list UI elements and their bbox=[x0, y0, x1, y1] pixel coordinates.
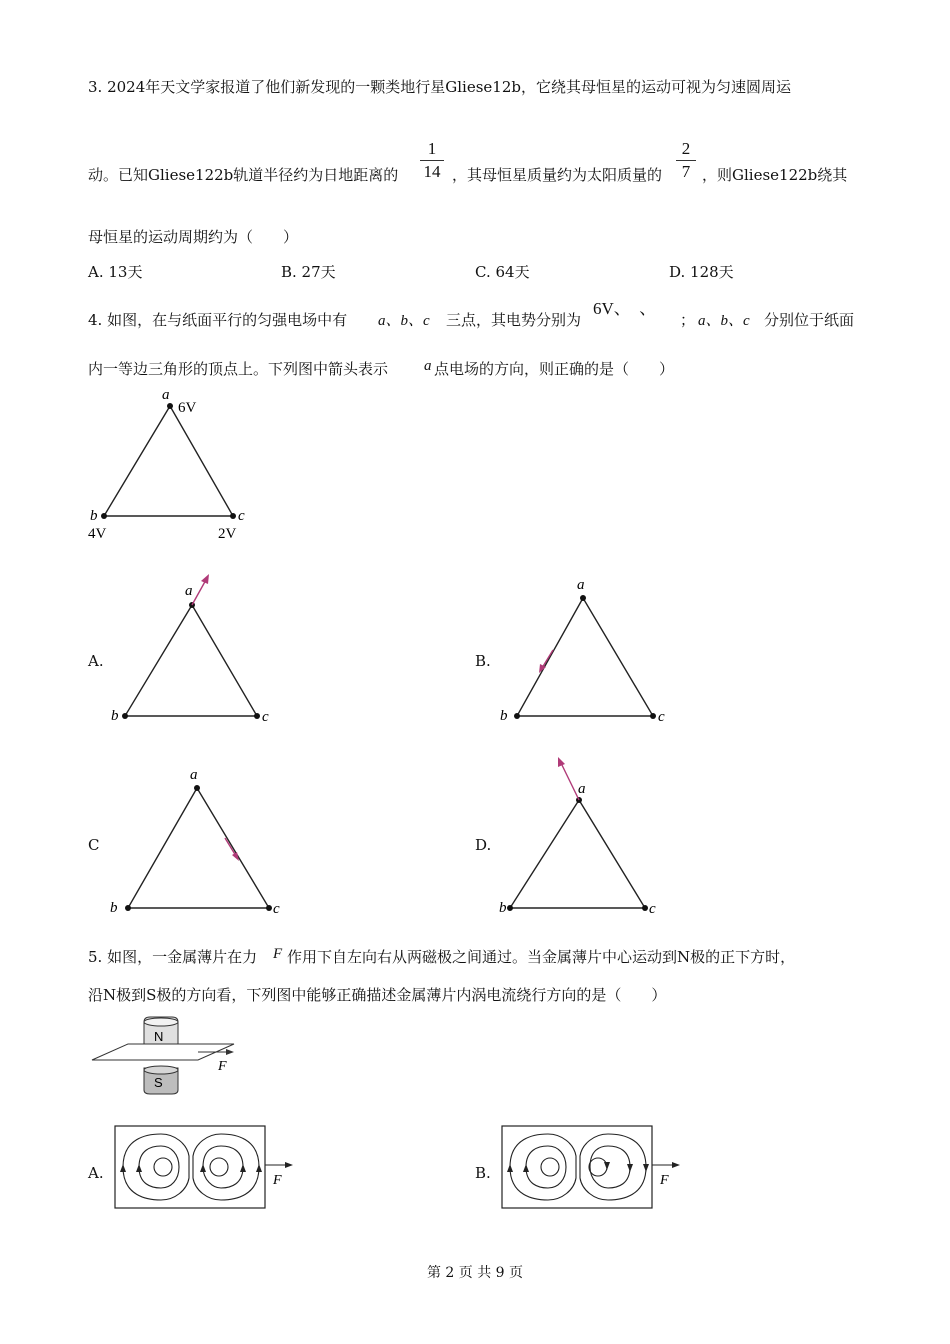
option-d-arrowhead bbox=[558, 757, 565, 767]
q4-option-c-label: C bbox=[88, 836, 100, 854]
main-label-b: b bbox=[90, 508, 98, 524]
q4-line-2b: 点电场的方向，则正确的是（ ） bbox=[434, 360, 675, 378]
magnet-s-label: S bbox=[154, 1075, 163, 1090]
q5-option-a-label: A. bbox=[88, 1164, 104, 1182]
q4-potentials: 6V、 、 bbox=[593, 299, 657, 318]
q4-option-c-figure bbox=[105, 760, 295, 925]
q5-option-b-figure bbox=[500, 1124, 690, 1214]
q5-option-a-force: F bbox=[273, 1173, 282, 1188]
q3-frac2-numerator: 2 bbox=[681, 139, 691, 158]
option-a-label-b: b bbox=[111, 708, 119, 724]
q4-main-triangle-figure bbox=[80, 380, 280, 550]
q3-fraction-radius bbox=[420, 139, 444, 182]
option-c-arrowhead bbox=[232, 852, 239, 861]
q5-line-1a: 5. 如图，一金属薄片在力 bbox=[88, 948, 258, 966]
q5-line-2: 沿N极到S极的方向看，下列图中能够正确描述金属薄片内涡电流绕行方向的是（ ） bbox=[88, 986, 667, 1004]
q3-option-c: C. 64天 bbox=[475, 263, 530, 281]
magnet-force-label: F bbox=[218, 1059, 227, 1074]
q5-magnet-figure bbox=[88, 1014, 258, 1099]
main-label-a: a bbox=[162, 387, 170, 403]
option-b-label-b: b bbox=[500, 708, 508, 724]
q4-option-d-label: D. bbox=[475, 836, 492, 854]
q3-option-b: B. 27天 bbox=[281, 263, 336, 281]
q5-line-1b: 作用下自左向右从两磁极之间通过。当金属薄片中心运动到N极的正下方时， bbox=[287, 948, 796, 966]
option-b-label-c: c bbox=[658, 709, 665, 725]
q3-frac1-numerator: 1 bbox=[427, 139, 437, 158]
main-label-va: 6V bbox=[178, 400, 197, 416]
q3-line-1: 3. 2024年天文学家报道了他们新发现的一颗类地行星Gliese12b，它绕其母恒星的运动可视为匀速圆周运 bbox=[88, 78, 791, 96]
option-c-label-a: a bbox=[190, 767, 198, 783]
q3-option-a: A. 13天 bbox=[88, 263, 143, 281]
q5-option-b-force: F bbox=[660, 1173, 669, 1188]
option-b-arrow bbox=[542, 650, 553, 668]
q4-line-1c: ； bbox=[680, 311, 696, 329]
q4-option-a-label: A. bbox=[88, 652, 104, 670]
q4-option-a-figure bbox=[105, 570, 285, 730]
q5-option-a-figure bbox=[113, 1124, 303, 1214]
q4-line-1b: 三点，其电势分别为 bbox=[446, 311, 582, 329]
q4-line-2a: 内一等边三角形的顶点上。下列图中箭头表示 bbox=[88, 360, 389, 378]
q3-frac1-denominator: 14 bbox=[423, 162, 441, 181]
magnet-n-label: N bbox=[154, 1029, 164, 1044]
q3-line-2c: ，则Gliese122b绕其 bbox=[702, 166, 848, 184]
option-a-label-a: a bbox=[185, 583, 193, 599]
option-b-label-a: a bbox=[577, 577, 585, 593]
q4-option-d-figure bbox=[495, 750, 675, 920]
option-a-label-c: c bbox=[262, 709, 269, 725]
q4-line-1d: 分别位于纸面 bbox=[764, 311, 855, 329]
q3-line-2a: 动。已知Gliese122b轨道半径约为日地距离的 bbox=[88, 166, 399, 184]
q4-option-b-label: B. bbox=[475, 652, 491, 670]
q3-fraction-mass bbox=[676, 139, 696, 182]
option-c-arrow bbox=[225, 838, 236, 856]
option-c-label-b: b bbox=[110, 900, 118, 916]
q4-option-b-figure bbox=[495, 570, 685, 730]
option-d-label-a: a bbox=[578, 781, 586, 797]
option-d-arrow bbox=[561, 763, 579, 800]
q3-option-d: D. 128天 bbox=[669, 263, 734, 281]
main-label-vc: 2V bbox=[218, 526, 237, 542]
main-label-c: c bbox=[238, 508, 245, 524]
q4-line-2-point: a bbox=[424, 358, 432, 374]
q3-frac2-denominator: 7 bbox=[681, 162, 691, 181]
option-d-label-b: b bbox=[499, 900, 507, 916]
option-a-arrowhead bbox=[201, 574, 209, 584]
option-c-label-c: c bbox=[273, 901, 280, 917]
q4-line-1a: 4. 如图，在与纸面平行的匀强电场中有 bbox=[88, 311, 348, 329]
q5-option-b-label: B. bbox=[475, 1164, 491, 1182]
q3-line-2b: ，其母恒星质量约为太阳质量的 bbox=[452, 166, 663, 184]
q4-points-abc-2: a、b、c bbox=[698, 313, 750, 329]
q3-line-3: 母恒星的运动周期约为（ ） bbox=[88, 228, 299, 246]
page-footer: 第 2 页 共 9 页 bbox=[426, 1265, 524, 1281]
main-label-vb: 4V bbox=[88, 526, 107, 542]
q5-force-symbol: F bbox=[273, 946, 283, 962]
q4-points-abc: a、b、c bbox=[378, 313, 430, 329]
option-d-label-c: c bbox=[649, 901, 656, 917]
